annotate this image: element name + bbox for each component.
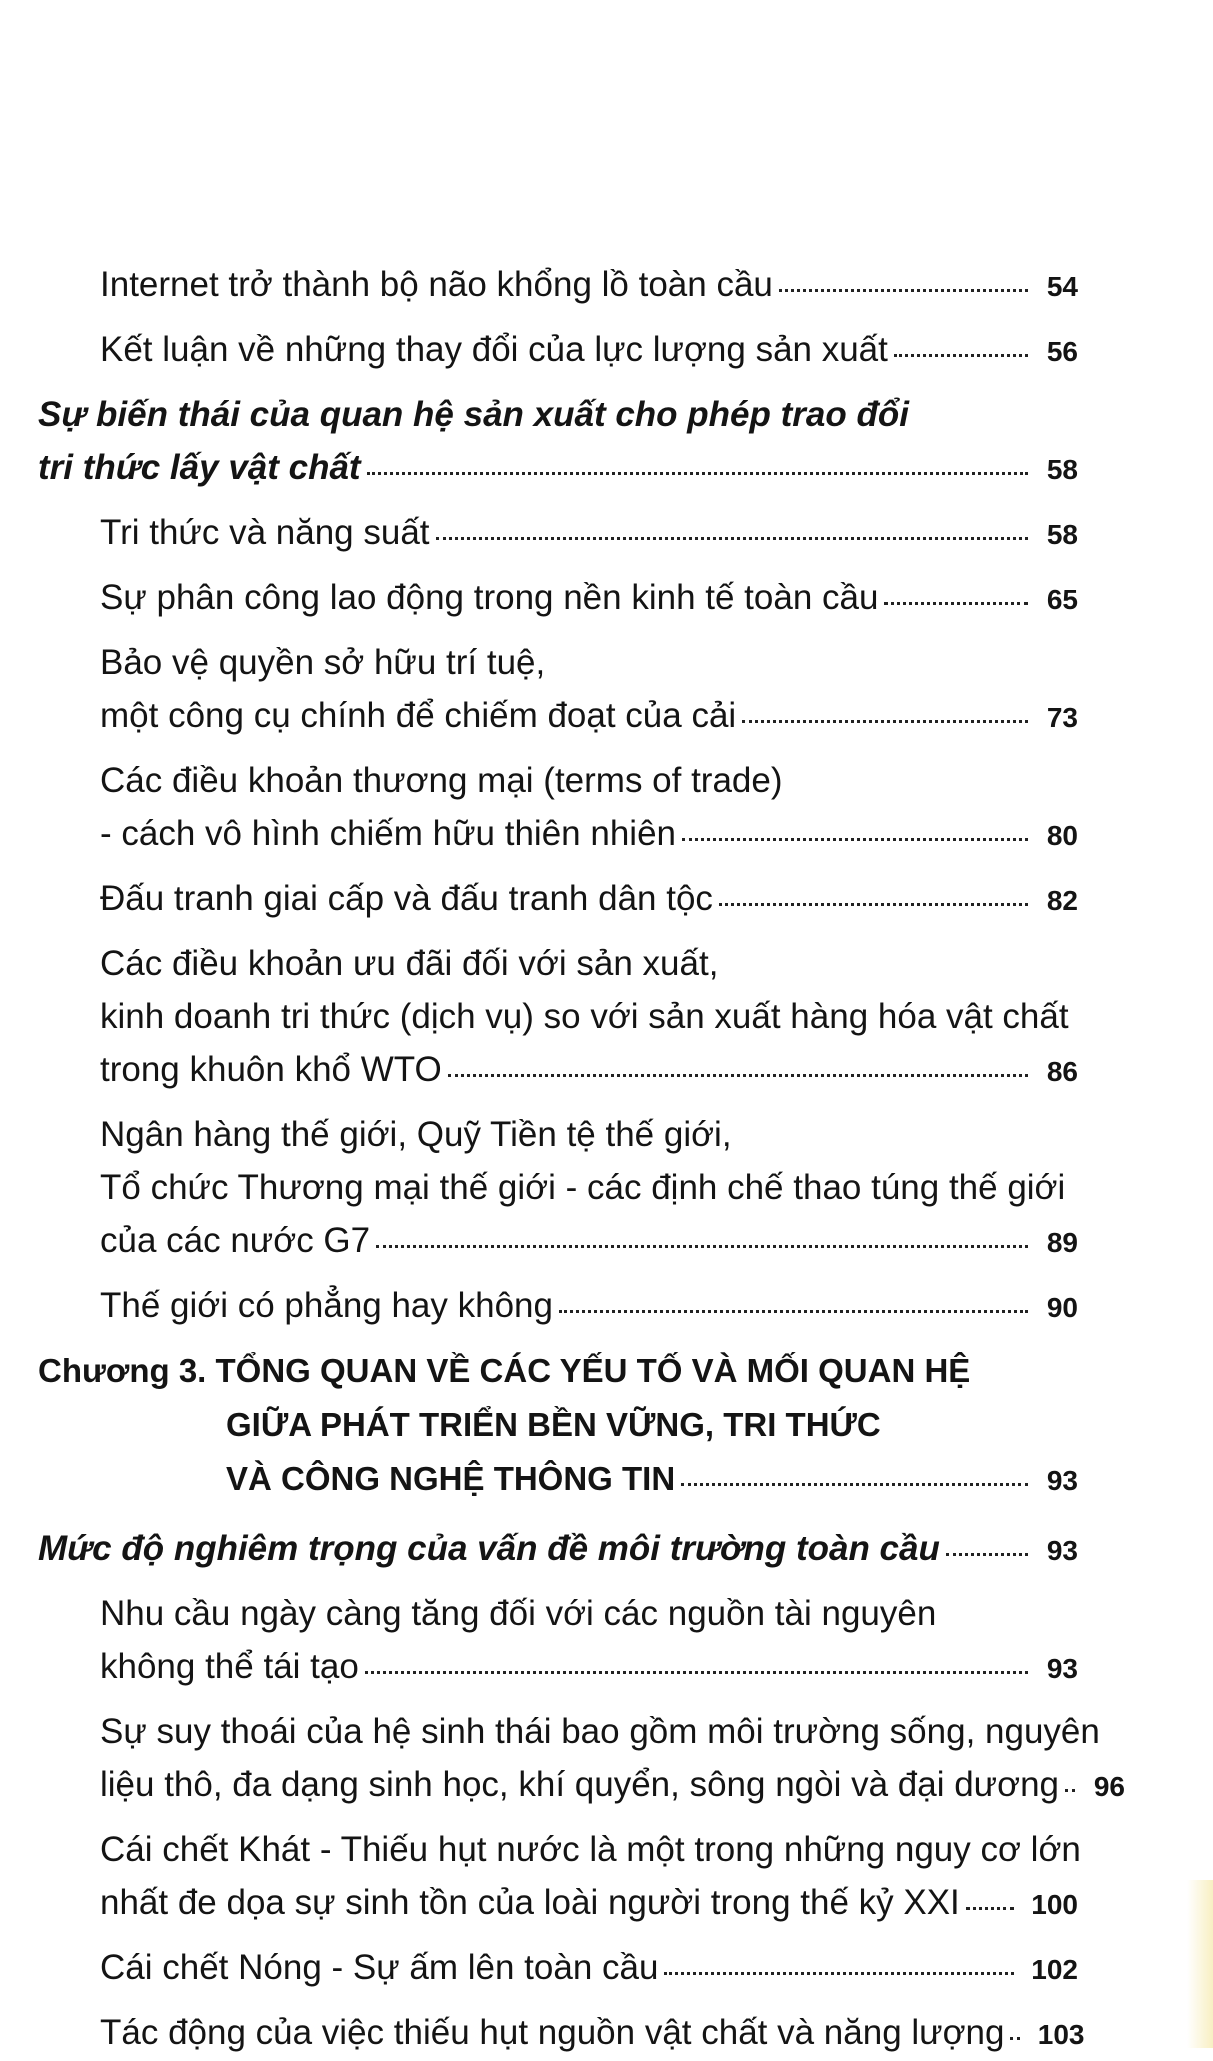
page-number: 56	[1046, 336, 1078, 367]
page-number: 93	[1046, 1465, 1078, 1496]
leader-dots	[966, 1907, 1014, 1910]
toc-entry[interactable]	[38, 1587, 1078, 1695]
page-number: 93	[1046, 1535, 1078, 1566]
toc-entry-title-line: Cái chết Khát - Thiếu hụt nước là một trong những nguy cơ lớn	[100, 1830, 1081, 1869]
toc-entry-title-line: Bảo vệ quyền sở hữu trí tuệ,	[100, 643, 546, 682]
toc-entry-title-line: một công cụ chính để chiếm đoạt của cải	[100, 696, 737, 735]
page-number: 54	[1046, 271, 1078, 302]
toc-entry[interactable]	[38, 571, 1078, 626]
toc-entry-title-line: Tổ chức Thương mại thế giới - các định chế thao túng thế giới	[100, 1168, 1066, 1207]
leader-dots	[884, 602, 1028, 605]
toc-section-title-line: Sự biến thái của quan hệ sản xuất cho phép trao đổi	[38, 395, 909, 434]
toc-entry-title: Tác động của việc thiếu hụt nguồn vật chất và năng lượng	[100, 2013, 1005, 2052]
chapter-title-line: GIỮA PHÁT TRIỂN BỀN VỮNG, TRI THỨC	[226, 1406, 881, 1443]
page-number: 80	[1046, 820, 1078, 851]
toc-entry[interactable]	[38, 754, 1078, 862]
toc-entry-title-line: Ngân hàng thế giới, Quỹ Tiền tệ thế giới,	[100, 1115, 732, 1154]
toc-section[interactable]	[38, 388, 1078, 496]
page-number: 58	[1046, 454, 1078, 485]
toc-entry-title-line: không thể tái tạo	[100, 1647, 359, 1686]
toc-entry[interactable]	[38, 1941, 1078, 1996]
toc-entry-title-line: Các điều khoản thương mại (terms of trade)	[100, 761, 783, 800]
page-number: 58	[1046, 519, 1078, 550]
toc-entry-title: Đấu tranh giai cấp và đấu tranh dân tộc	[100, 879, 713, 918]
page-number: 90	[1046, 1292, 1078, 1323]
toc-entry-title: Internet trở thành bộ não khổng lồ toàn cầu	[100, 265, 773, 304]
toc-entry-title-line: kinh doanh tri thức (dịch vụ) so với sản xuất hàng hóa vật chất	[100, 997, 1069, 1036]
chapter-title-line: Chương 3. TỔNG QUAN VỀ CÁC YẾU TỐ VÀ MỐI QUAN HỆ	[38, 1352, 971, 1389]
toc-entry[interactable]	[38, 1108, 1078, 1269]
toc-entry-title: Thế giới có phẳng hay không	[100, 1286, 553, 1325]
leader-dots	[559, 1310, 1028, 1313]
leader-dots	[742, 720, 1028, 723]
page-number: 89	[1046, 1227, 1078, 1258]
leader-dots	[448, 1074, 1028, 1077]
toc-entry-title: Cái chết Nóng - Sự ấm lên toàn cầu	[100, 1948, 659, 1987]
page-number: 103	[1037, 2019, 1085, 2050]
table-of-contents	[38, 258, 1125, 2061]
toc-entry-title: Sự phân công lao động trong nền kinh tế toàn cầu	[100, 578, 879, 617]
page-number: 65	[1046, 584, 1078, 615]
toc-entry[interactable]	[38, 1705, 1125, 1813]
page-number: 82	[1046, 885, 1078, 916]
toc-entry-title: Tri thức và năng suất	[100, 513, 430, 552]
page-number: 93	[1046, 1653, 1078, 1684]
toc-entry[interactable]	[38, 872, 1078, 927]
toc-entry-title-line: Các điều khoản ưu đãi đối với sản xuất,	[100, 944, 719, 983]
toc-entry[interactable]	[38, 258, 1078, 313]
leader-dots	[436, 537, 1028, 540]
toc-entry-title-line: liệu thô, đa dạng sinh học, khí quyển, sông ngòi và đại dương	[100, 1765, 1059, 1804]
toc-chapter[interactable]	[38, 1344, 1078, 1508]
leader-dots	[681, 1483, 1028, 1486]
leader-dots	[376, 1245, 1028, 1248]
toc-entry[interactable]	[38, 506, 1078, 561]
leader-dots	[894, 354, 1028, 357]
toc-entry-title: Kết luận về những thay đổi của lực lượng sản xuất	[100, 330, 888, 369]
toc-entry-title-line: trong khuôn khổ WTO	[100, 1050, 442, 1089]
toc-section-title-line: tri thức lấy vật chất	[38, 448, 361, 487]
page-number: 102	[1031, 1954, 1078, 1985]
leader-dots	[367, 472, 1028, 475]
leader-dots	[1065, 1789, 1075, 1792]
leader-dots	[779, 289, 1028, 292]
toc-section[interactable]	[38, 1522, 1078, 1577]
toc-entry[interactable]	[38, 1279, 1078, 1334]
leader-dots	[1010, 2037, 1020, 2040]
page-number: 100	[1031, 1889, 1078, 1920]
toc-entry[interactable]	[38, 323, 1078, 378]
page-number: 96	[1093, 1771, 1125, 1802]
toc-entry-title-line: Sự suy thoái của hệ sinh thái bao gồm môi trường sống, nguyên	[100, 1712, 1100, 1751]
toc-entry-title-line: - cách vô hình chiếm hữu thiên nhiên	[100, 814, 676, 853]
toc-entry-title-line: nhất đe dọa sự sinh tồn của loài người trong thế kỷ XXI	[100, 1883, 960, 1922]
leader-dots	[719, 903, 1028, 906]
toc-entry-title-line: Nhu cầu ngày càng tăng đối với các nguồn tài nguyên	[100, 1594, 937, 1633]
page-number: 86	[1046, 1056, 1078, 1087]
leader-dots	[682, 838, 1028, 841]
page-edge-shadow	[1187, 1880, 1213, 2048]
page-number: 73	[1046, 702, 1078, 733]
toc-entry[interactable]	[38, 1823, 1081, 1931]
toc-entry[interactable]	[38, 2006, 1085, 2061]
leader-dots	[365, 1671, 1028, 1674]
leader-dots	[946, 1553, 1028, 1556]
leader-dots	[664, 1972, 1014, 1975]
toc-entry-title-line: của các nước G7	[100, 1221, 371, 1260]
toc-entry[interactable]	[38, 636, 1078, 744]
chapter-title-line: VÀ CÔNG NGHỆ THÔNG TIN	[226, 1460, 676, 1497]
toc-entry[interactable]	[38, 937, 1078, 1098]
toc-section-title: Mức độ nghiêm trọng của vấn đề môi trường toàn cầu	[38, 1529, 940, 1568]
